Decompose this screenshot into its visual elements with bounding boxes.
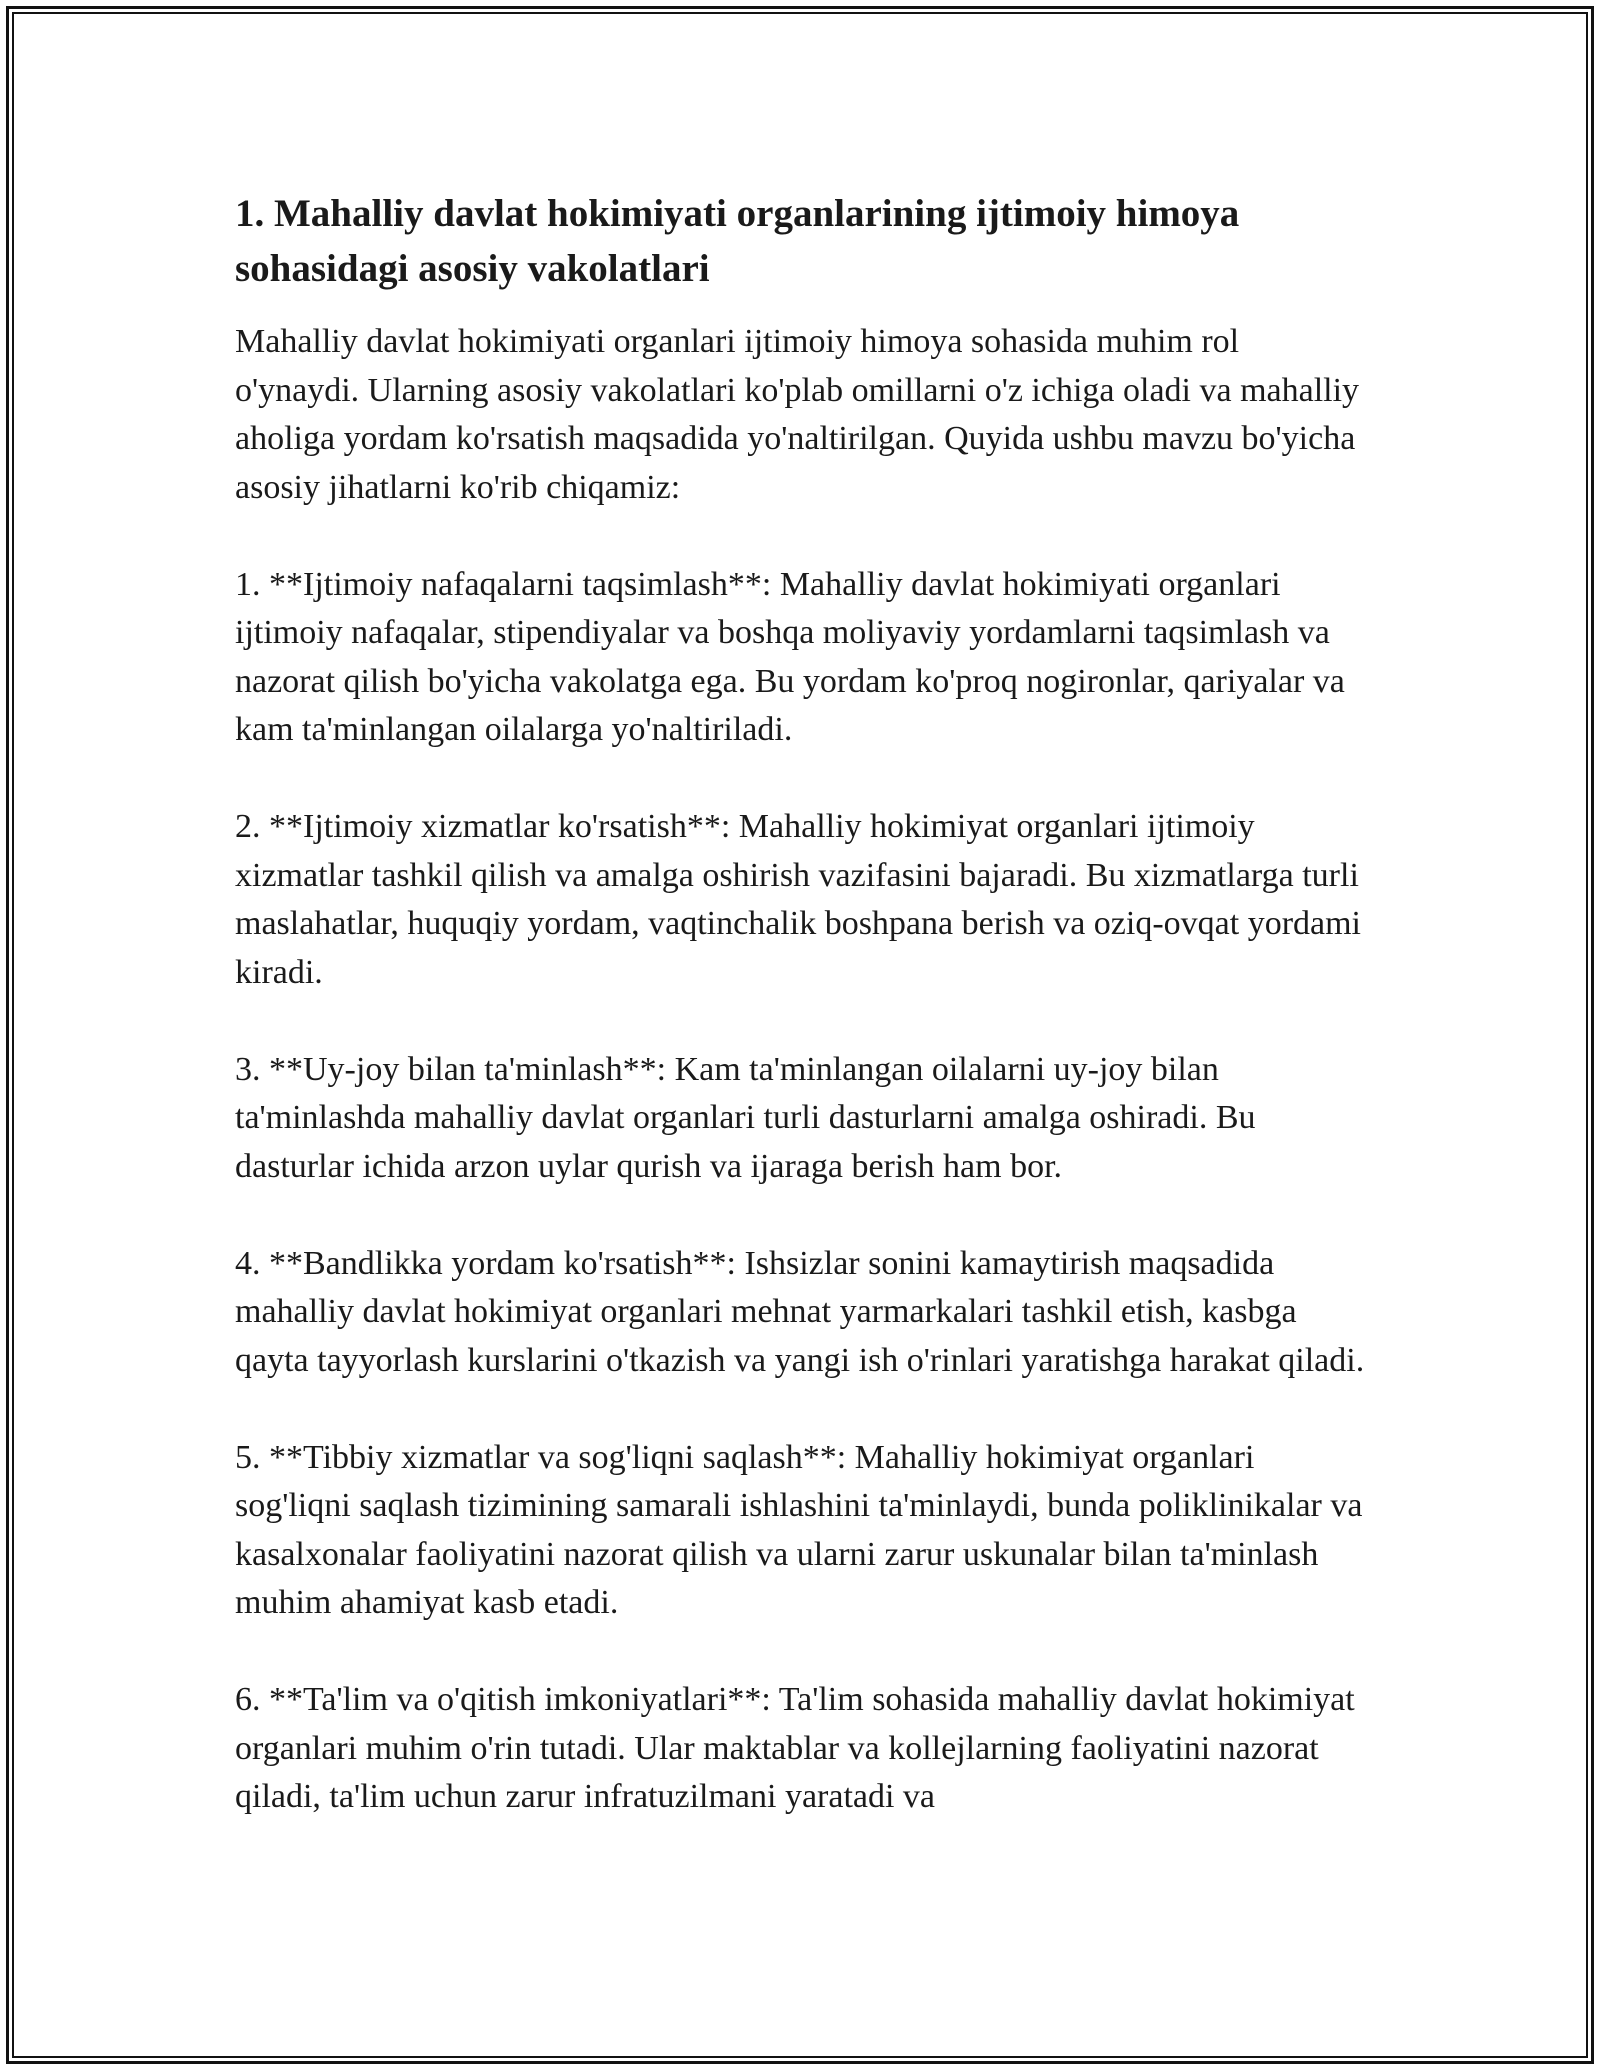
list-item-3: 3. **Uy-joy bilan ta'minlash**: Kam ta'minlangan oilalarni uy-joy bilan ta'minlashda mahalliy davlat organlari turli dasturlarni amalga oshiradi. Bu dasturlar ichida arzon uylar qurish va ijaraga berish ham bor. (235, 1050, 1256, 1185)
list-item-1: 1. **Ijtimoiy nafaqalarni taqsimlash**: Mahalliy davlat hokimiyati organlari ijtimoiy nafaqalar, stipendiyalar va boshqa moliyaviy yordamlarni taqsimlash va nazorat qilish bo'yicha vakolatga ega. Bu yordam ko'proq nogironlar, qariyalar va kam ta'minlangan oilalarga yo'naltiriladi. (235, 565, 1345, 748)
list-item-2: 2. **Ijtimoiy xizmatlar ko'rsatish**: Mahalliy hokimiyat organlari ijtimoiy xizmatlar tashkil qilish va amalga oshirish vazifasini bajaradi. Bu xizmatlarga turli maslahatlar, huquqiy yordam, vaqtinchalik boshpana berish va oziq-ovqat yordami kiradi. (235, 808, 1362, 991)
document-title: 1. Mahalliy davlat hokimiyati organlarining ijtimoiy himoya sohasidagi asosiy vakolatlari (235, 192, 1240, 290)
list-item-5: 5. **Tibbiy xizmatlar va sog'liqni saqlash**: Mahalliy hokimiyat organlari sog'liqni saqlash tizimining samarali ishlashini ta'minlaydi, bunda poliklinikalar va kasalxonalar faoliyatini nazorat qilish va ularni zarur uskunalar bilan ta'minlash muhim ahamiyat kasb etadi. (235, 1438, 1363, 1621)
list-item-4: 4. **Bandlikka yordam ko'rsatish**: Ishsizlar sonini kamaytirish maqsadida mahalliy davlat hokimiyat organlari mehnat yarmarkalari tashkil etish, kasbga qayta tayyorlash kurslarini o'tkazish va yangi ish o'rinlari yaratishga harakat qiladi. (235, 1244, 1365, 1379)
document-body (235, 186, 1370, 1870)
intro-paragraph: Mahalliy davlat hokimiyati organlari ijtimoiy himoya sohasida muhim rol o'ynaydi. Ularning asosiy vakolatlari ko'plab omillarni o'z ichiga oladi va mahalliy aholiga yordam ko'rsatish maqsadida yo'naltirilgan. Quyida ushbu mavzu bo'yicha asosiy jihatlarni ko'rib chiqamiz: (235, 323, 1360, 506)
list-item-6: 6. **Ta'lim va o'qitish imkoniyatlari**: Ta'lim sohasida mahalliy davlat hokimiyat organlari muhim o'rin tutadi. Ular maktablar va kollejlarning faoliyatini nazorat qiladi, ta'lim uchun zarur infratuzilmani yaratadi va (235, 1681, 1355, 1815)
